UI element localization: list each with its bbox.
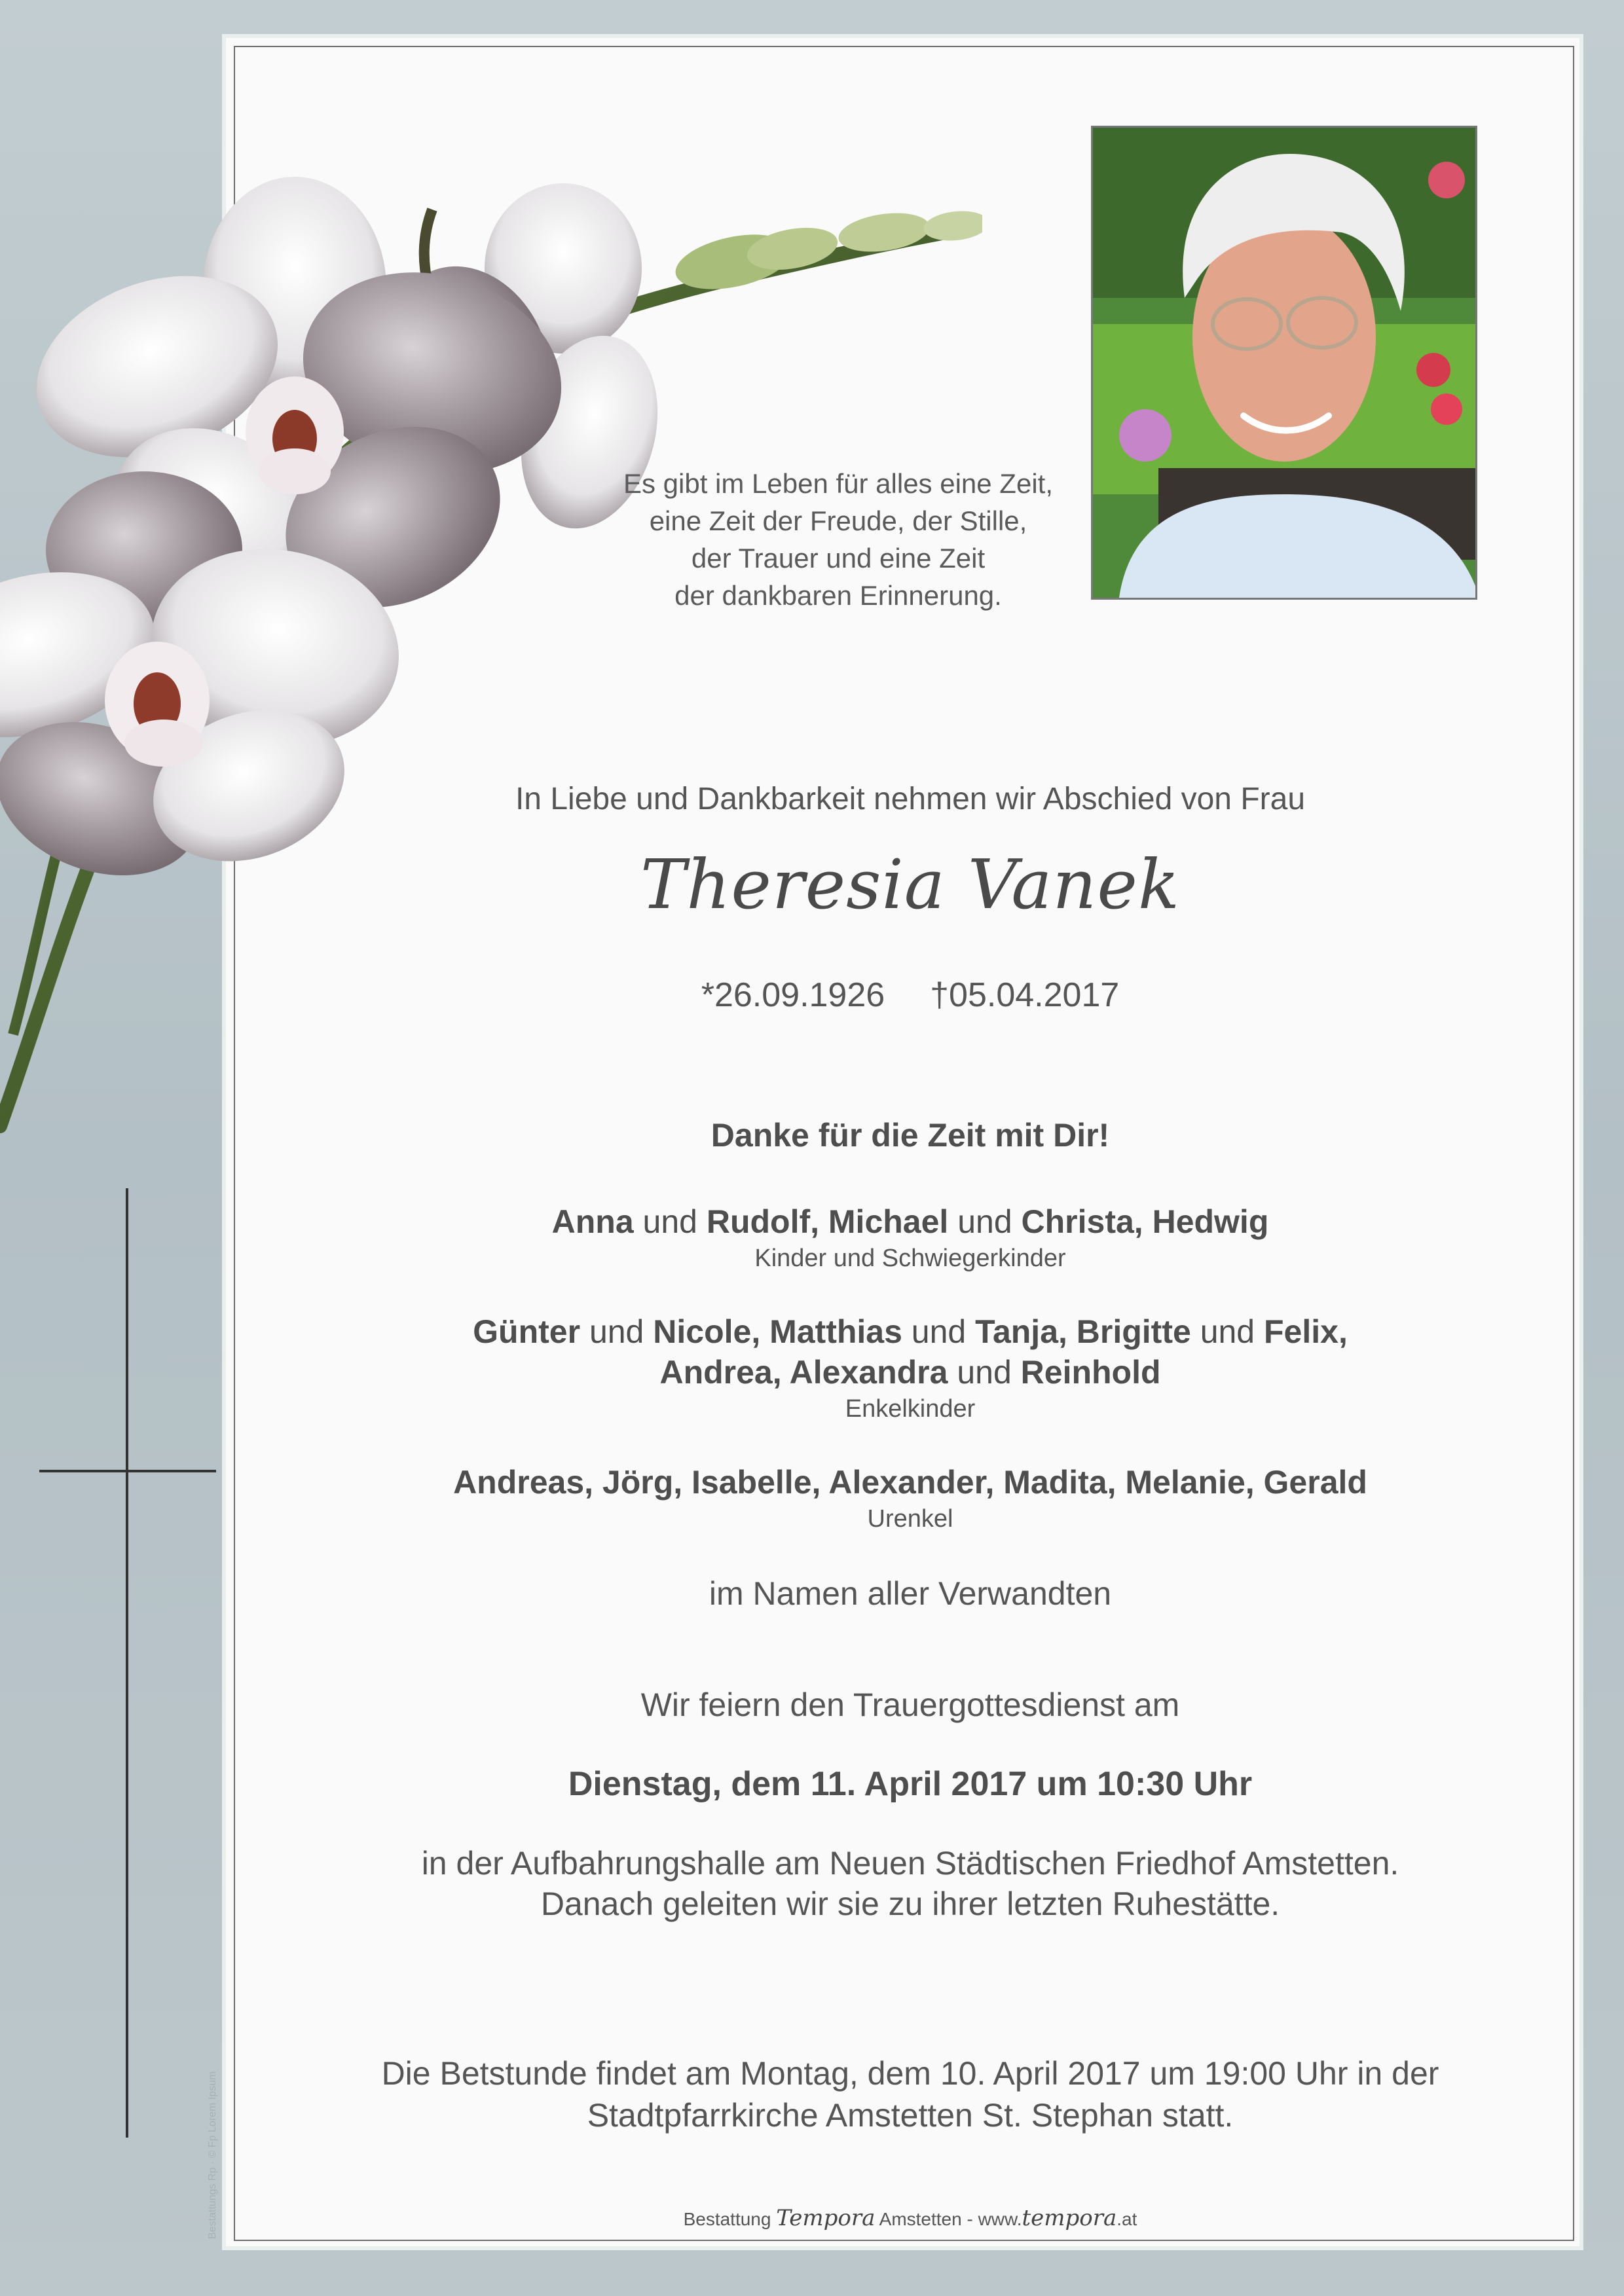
service-intro: Wir feiern den Trauergottesdienst am (640, 1686, 1180, 1723)
image-credit: Bestattungs Rp · © Fp Lorem Ipsum (207, 2071, 218, 2239)
portrait-photo (1091, 126, 1477, 600)
footer-brand: Tempora (776, 2205, 876, 2231)
footer-suffix: Amstetten - www. (879, 2209, 1022, 2229)
mourner-name: Andrea, Alexandra (659, 1354, 948, 1391)
footer-tld: .at (1116, 2209, 1137, 2229)
mourner-name: Reinhold (1020, 1354, 1161, 1391)
mourners-children (327, 1201, 1493, 1275)
mourner-name: Christa, Hedwig (1021, 1203, 1269, 1240)
mourner-name: Günter (473, 1313, 581, 1350)
children-role: Kinder und Schwiegerkinder (754, 1245, 1066, 1272)
connector-text: und (580, 1313, 654, 1350)
connector-text: und (902, 1313, 976, 1350)
mourner-name: Nicole, Matthias (653, 1313, 902, 1350)
children-names (327, 1201, 1493, 1242)
death-date: †05.04.2017 (930, 976, 1120, 1014)
quote-line: der dankbaren Erinnerung. (674, 580, 1002, 611)
service-place-line: Danach geleiten wir sie zu ihrer letzten Ruhestätte. (540, 1886, 1280, 1922)
farewell-intro: In Liebe und Dankbarkeit nehmen wir Abschied von Frau (515, 782, 1306, 816)
mourners-great-grandchildren (327, 1462, 1493, 1535)
quote-line: eine Zeit der Freude, der Stille, (649, 505, 1027, 536)
service-place-line: in der Aufbahrungshalle am Neuen Städtischen Friedhof Amstetten. (421, 1845, 1399, 1882)
prayer-hour-notice (249, 2052, 1572, 2136)
thanks-line: Danke für die Zeit mit Dir! (710, 1117, 1110, 1154)
connector-text: und (948, 1354, 1021, 1391)
footer-brand-url: tempora (1022, 2205, 1117, 2231)
quote-line: Es gibt im Leben für alles eine Zeit, (623, 468, 1053, 499)
cross-icon-horizontal (39, 1470, 216, 1472)
grandchildren-role: Enkelkinder (845, 1395, 976, 1423)
on-behalf-line: im Namen aller Verwandten (709, 1575, 1112, 1612)
great-grandchildren-names: Andreas, Jörg, Isabelle, Alexander, Madita, Melanie, Gerald (453, 1464, 1367, 1501)
great-grandchildren-role: Urenkel (867, 1505, 953, 1533)
mourner-name: Felix, (1264, 1313, 1348, 1350)
cross-icon-vertical (126, 1188, 128, 2138)
connector-text: und (633, 1203, 707, 1240)
service-place (262, 1843, 1559, 1924)
connector-text: und (1190, 1313, 1264, 1350)
undertaker-footer (458, 2205, 1362, 2231)
grandchildren-names-line1 (327, 1311, 1493, 1352)
quote-line: der Trauer und eine Zeit (691, 543, 986, 574)
mourner-name: Tanja, Brigitte (975, 1313, 1191, 1350)
memorial-quote (589, 465, 1087, 614)
life-dates (327, 975, 1493, 1015)
birth-date: *26.09.1926 (701, 976, 885, 1014)
grandchildren-names-line2 (327, 1352, 1493, 1393)
deceased-name: Theresia Vanek (640, 845, 1180, 924)
prayer-line: Die Betstunde findet am Montag, dem 10. April 2017 um 19:00 Uhr in der (381, 2055, 1439, 2092)
mourner-name: Rudolf, Michael (706, 1203, 949, 1240)
service-datetime: Dienstag, dem 11. April 2017 um 10:30 Uhr (568, 1765, 1253, 1803)
mourners-grandchildren (327, 1311, 1493, 1425)
prayer-line: Stadtpfarrkirche Amstetten St. Stephan statt. (587, 2097, 1234, 2134)
connector-text: und (948, 1203, 1022, 1240)
mourner-name: Anna (551, 1203, 634, 1240)
footer-prefix: Bestattung (683, 2209, 771, 2229)
